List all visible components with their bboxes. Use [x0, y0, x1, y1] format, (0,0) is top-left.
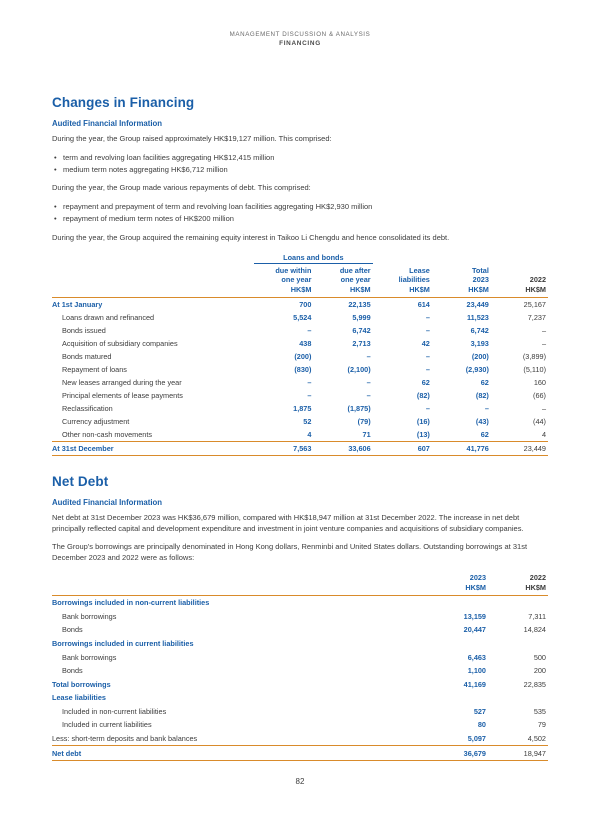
row-value: 33,606 [313, 442, 372, 456]
row-value: 607 [373, 442, 432, 456]
subtitle-audited-financial-information-1: Audited Financial Information [52, 118, 163, 128]
row-value: 36,679 [424, 746, 488, 761]
row-value: 52 [303, 417, 312, 427]
row-value: 22,835 [523, 679, 546, 689]
row-value: (66) [533, 391, 546, 401]
spacer-cell [432, 251, 491, 264]
row-value: 7,563 [254, 442, 313, 456]
row-value: 23,449 [432, 298, 491, 312]
column-header-due-after-one-year: due after one year HK$M [339, 265, 371, 295]
row-value: – [484, 404, 489, 414]
row-value: – [307, 326, 312, 336]
row-value: – [307, 391, 312, 401]
table-column-header-row [52, 263, 548, 298]
row-value: (5,110) [523, 365, 546, 375]
row-value: (3,899) [522, 352, 546, 362]
row-value: 535 [533, 706, 546, 716]
row-value: 614 [373, 298, 432, 312]
row-value: 6,742 [352, 326, 371, 336]
row-value: 7,311 [528, 611, 546, 621]
column-header-2022: 2022 HK$M [525, 572, 546, 592]
row-label: Bonds [62, 666, 83, 676]
table-row [52, 402, 548, 415]
row-value: 5,524 [293, 313, 312, 323]
row-value: 23,449 [491, 442, 548, 456]
spacer-cell [52, 571, 424, 596]
row-value: (79) [357, 417, 371, 427]
row-label: Net debt [52, 746, 424, 761]
row-value: 18,947 [488, 746, 548, 761]
column-header-lease-liabilities: Lease liabilities HK$M [398, 265, 430, 295]
section-title-changes-in-financing: Changes in Financing [52, 94, 195, 110]
row-value: – [541, 339, 546, 349]
row-value: (830) [294, 365, 312, 375]
row-value: 22,135 [313, 298, 372, 312]
table-row [52, 298, 548, 312]
row-value: 6,742 [470, 326, 489, 336]
table-row [52, 637, 548, 651]
row-value: (2,930) [465, 365, 489, 375]
table-row [52, 415, 548, 428]
table-net-debt [52, 571, 548, 761]
row-label: Principal elements of lease payments [62, 391, 183, 401]
subtitle-audited-financial-information-2: Audited Financial Information [52, 498, 163, 508]
column-header-2022: 2022 HK$M [525, 275, 546, 295]
row-value: 700 [254, 298, 313, 312]
row-value: – [425, 326, 430, 336]
table-group-header-row [52, 251, 548, 264]
table-changes-in-financing [52, 251, 548, 457]
table-row [52, 705, 548, 719]
table-row [52, 363, 548, 376]
table-body-changes-in-financing [52, 298, 548, 456]
row-label: Currency adjustment [62, 417, 130, 427]
paragraph-net-debt: Net debt at 31st December 2023 was HK$36,679 million, compared with HK$18,947 million at 31st December 2022. The increase in net debt principally reflected capital and development expenditure and investment in joint venture companies and acquisitions of subsidiary companies. [52, 513, 524, 533]
row-value [488, 637, 548, 651]
row-value: 527 [473, 706, 486, 716]
row-value: 71 [362, 430, 371, 440]
spacer-cell [491, 251, 548, 264]
row-label: Included in non-current liabilities [62, 706, 167, 716]
row-value [424, 691, 488, 705]
row-value: (13) [416, 430, 430, 440]
row-label: Loans drawn and refinanced [62, 313, 155, 323]
row-value [424, 595, 488, 609]
spacer-cell [52, 263, 254, 298]
row-value: (44) [533, 417, 546, 427]
group-header-loans-and-bonds: Loans and bonds [254, 251, 373, 264]
spacer-cell [52, 251, 254, 264]
table-row [52, 746, 548, 761]
column-header-total-2023: Total 2023 HK$M [468, 265, 489, 295]
row-value: 80 [477, 720, 486, 730]
row-value [488, 595, 548, 609]
row-value: – [425, 365, 430, 375]
paragraph-taikoo-li-chengdu: During the year, the Group acquired the remaining equity interest in Taikoo Li Chengdu and hence consolidated its debt. [52, 232, 450, 242]
row-value: 6,463 [467, 652, 486, 662]
row-value: 200 [533, 666, 546, 676]
table-row [52, 595, 548, 609]
table-row [52, 350, 548, 363]
row-value: 5,097 [467, 734, 486, 744]
row-value: 4 [307, 430, 312, 440]
row-value: 42 [421, 339, 430, 349]
table-row [52, 718, 548, 732]
table-row [52, 609, 548, 623]
spacer-cell [373, 251, 432, 264]
table-row [52, 442, 548, 456]
table-body-net-debt [52, 595, 548, 760]
row-value: 62 [480, 430, 489, 440]
row-value [424, 637, 488, 651]
table-row [52, 324, 548, 337]
row-value: – [425, 313, 430, 323]
table-row [52, 311, 548, 324]
row-value: – [366, 391, 371, 401]
paragraph-raised: During the year, the Group raised approximately HK$19,127 million. This comprised: [52, 133, 332, 143]
row-label: New leases arranged during the year [62, 378, 182, 388]
row-label: Borrowings included in non-current liabilities [52, 595, 424, 609]
row-value: (82) [416, 391, 430, 401]
row-label: Bank borrowings [62, 652, 117, 662]
row-value [488, 691, 548, 705]
row-value: – [366, 352, 371, 362]
row-value: 14,824 [523, 625, 546, 635]
row-label: Reclassification [62, 404, 113, 414]
row-label: Bank borrowings [62, 611, 117, 621]
row-value: – [425, 404, 430, 414]
page-number: 82 [295, 777, 305, 786]
row-label: Bonds [62, 625, 83, 635]
row-value: (1,875) [347, 404, 371, 414]
row-value: (16) [416, 417, 430, 427]
running-head-line2: FINANCING [279, 40, 321, 48]
row-value: 41,776 [432, 442, 491, 456]
row-value: (2,100) [347, 365, 371, 375]
row-value: – [366, 378, 371, 388]
row-label: Lease liabilities [52, 693, 106, 703]
table-row [52, 664, 548, 678]
row-value: (82) [475, 391, 489, 401]
table-row [52, 623, 548, 637]
table-column-header-row [52, 571, 548, 596]
table-row [52, 376, 548, 389]
running-head [52, 30, 548, 49]
list-item: • term and revolving loan facilities aggregating HK$12,415 million [63, 152, 548, 163]
row-value: 438 [299, 339, 312, 349]
row-label: Borrowings included in current liabilities [52, 638, 194, 648]
row-label: Repayment of loans [62, 365, 127, 375]
bullet-list-repayments [52, 201, 548, 225]
row-label: At 1st January [52, 298, 254, 312]
bullet-list-raised [52, 152, 548, 176]
row-label: Bonds issued [62, 326, 106, 336]
table-row [52, 732, 548, 746]
row-value: 7,237 [527, 313, 546, 323]
row-value: 62 [421, 378, 430, 388]
row-value: 13,159 [463, 611, 486, 621]
list-item: • medium term notes aggregating HK$6,712 million [63, 164, 548, 175]
row-label: Acquisition of subsidiary companies [62, 339, 178, 349]
row-value: 3,193 [470, 339, 489, 349]
row-value: 62 [480, 378, 489, 388]
row-value: – [541, 404, 546, 414]
table-row [52, 337, 548, 350]
row-label: Less: short-term deposits and bank balances [52, 734, 198, 744]
row-value: 5,999 [352, 313, 371, 323]
table-row [52, 428, 548, 442]
row-value: 4,502 [527, 734, 546, 744]
row-value: 79 [537, 720, 546, 730]
row-value: 2,713 [352, 339, 371, 349]
row-value: (200) [471, 352, 489, 362]
row-value: (43) [475, 417, 489, 427]
row-label: At 31st December [52, 442, 254, 456]
table-row [52, 650, 548, 664]
row-value: – [541, 326, 546, 336]
list-item: • repayment of medium term notes of HK$200 million [63, 213, 548, 224]
row-value: 25,167 [491, 298, 548, 312]
running-head-line1: MANAGEMENT DISCUSSION & ANALYSIS [229, 31, 371, 38]
table-row [52, 389, 548, 402]
row-label: Bonds matured [62, 352, 112, 362]
list-item: • repayment and prepayment of term and revolving loan facilities aggregating HK$2,930 million [63, 201, 548, 212]
row-value: – [307, 378, 312, 388]
column-header-2023: 2023 HK$M [465, 572, 486, 592]
table-row [52, 691, 548, 705]
row-value: 11,523 [466, 313, 489, 323]
paragraph-repayments: During the year, the Group made various repayments of debt. This comprised: [52, 183, 311, 193]
paragraph-borrowings-denomination: The Group's borrowings are principally denominated in Hong Kong dollars, Renminbi and United States dollars. Outstanding borrowings at 31st December 2023 and 2022 were as follows: [52, 541, 528, 562]
column-header-due-within-one-year: due within one year HK$M [275, 265, 312, 295]
row-value: 4 [541, 430, 546, 440]
row-label: Included in current liabilities [62, 720, 152, 730]
row-label: Other non-cash movements [62, 430, 153, 440]
row-value: 160 [533, 378, 546, 388]
table-row [52, 677, 548, 691]
row-value: 41,169 [463, 679, 486, 689]
section-title-net-debt: Net Debt [52, 474, 109, 490]
row-value: 1,875 [293, 404, 312, 414]
row-value: (200) [294, 352, 312, 362]
row-value: – [425, 352, 430, 362]
row-value: 20,447 [463, 625, 486, 635]
row-value: 1,100 [467, 666, 486, 676]
row-label: Total borrowings [52, 679, 111, 689]
row-value: 500 [533, 652, 546, 662]
